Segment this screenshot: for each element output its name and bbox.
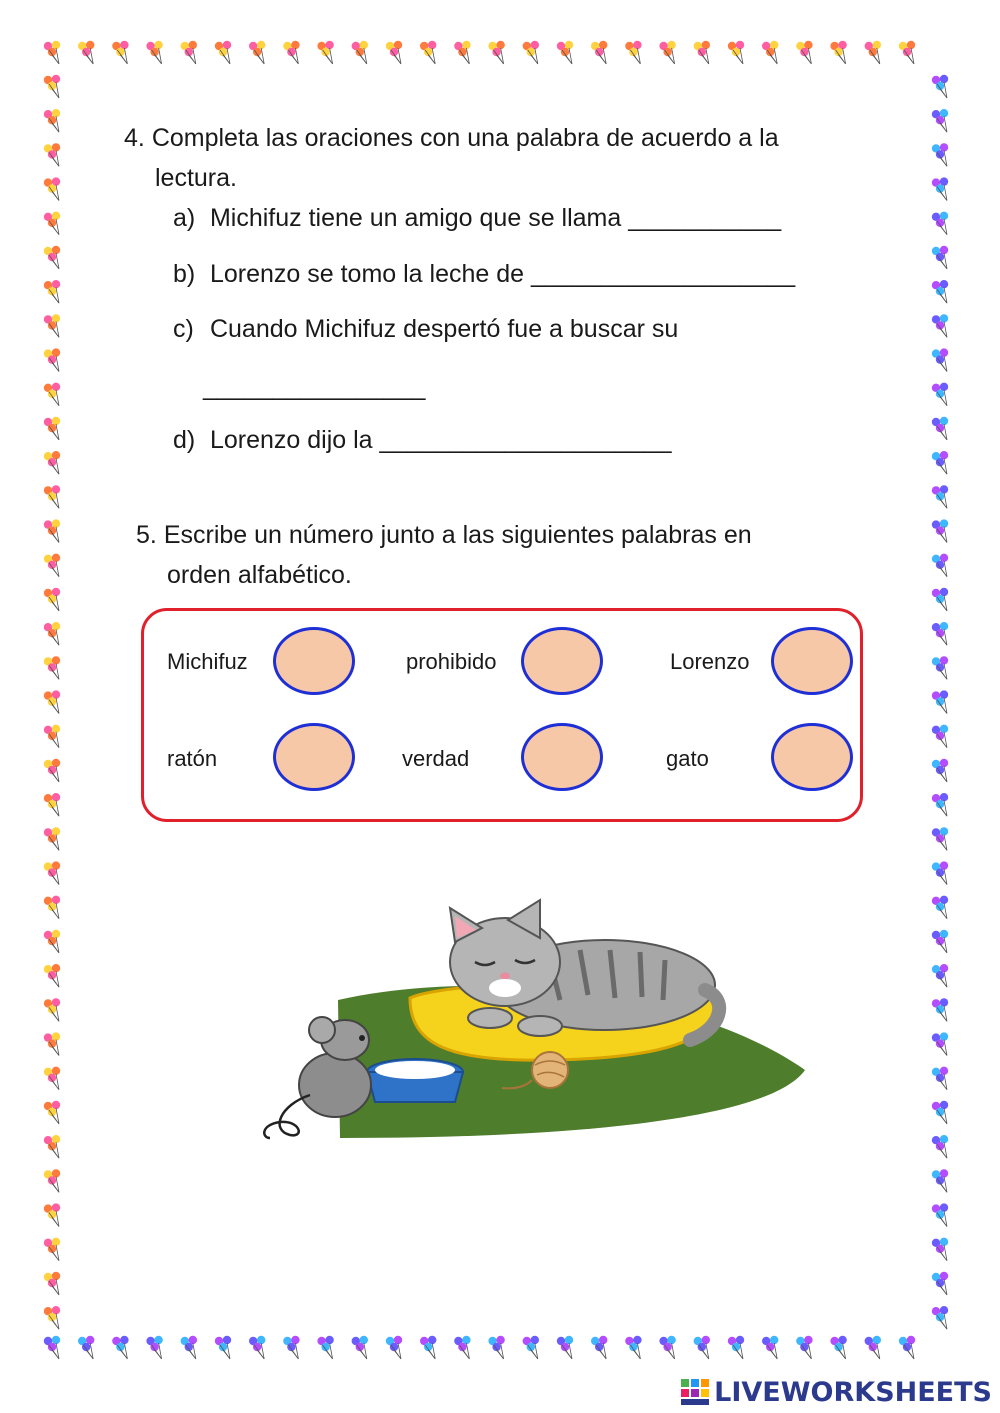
balloon-icon	[44, 1135, 60, 1158]
answer-oval-prohibido[interactable]	[521, 627, 603, 695]
balloon-icon	[932, 451, 948, 474]
cat-paw-2	[518, 1016, 562, 1036]
question-4-text-line1: Completa las oraciones con una palabra de acuerdo a la	[151, 124, 779, 152]
balloon-icon	[44, 1032, 60, 1055]
balloon-icon	[796, 41, 812, 64]
balloon-icon	[44, 1336, 60, 1359]
balloon-icon	[44, 212, 60, 235]
balloon-icon	[591, 1336, 607, 1359]
word-order-box	[141, 608, 863, 822]
balloon-icon	[44, 314, 60, 337]
balloon-icon	[830, 41, 846, 64]
balloon-icon	[932, 759, 948, 782]
balloon-icon	[44, 690, 60, 713]
balloon-icon	[694, 41, 710, 64]
balloon-icon	[215, 1336, 231, 1359]
word-prohibido: prohibido	[406, 649, 497, 674]
balloon-icon	[932, 1135, 948, 1158]
balloon-icon	[44, 451, 60, 474]
balloon-icon	[44, 1238, 60, 1261]
balloon-icon	[865, 1336, 881, 1359]
balloon-icon	[283, 1336, 299, 1359]
balloon-icon	[44, 1101, 60, 1124]
balloon-icon	[762, 1336, 778, 1359]
balloon-icon	[932, 109, 948, 132]
balloon-icon	[44, 246, 60, 269]
balloon-icon	[694, 1336, 710, 1359]
balloon-icon	[44, 1272, 60, 1295]
cat-nose	[500, 973, 510, 980]
balloon-icon	[44, 348, 60, 371]
balloon-icon	[44, 383, 60, 406]
balloon-icon	[932, 1169, 948, 1192]
balloon-icon	[181, 41, 197, 64]
item-a-letter: a)	[173, 204, 196, 232]
item-c[interactable]	[173, 313, 678, 345]
item-b-text: Lorenzo se tomo la leche de ___________________	[209, 260, 796, 288]
balloon-icon	[78, 1336, 94, 1359]
balloon-icon	[44, 827, 60, 850]
balloon-icon	[932, 348, 948, 371]
balloon-icon	[112, 41, 128, 64]
balloon-icon	[932, 964, 948, 987]
balloon-icon	[932, 383, 948, 406]
balloon-icon	[932, 930, 948, 953]
balloon-icon	[78, 41, 94, 64]
balloon-icon	[317, 41, 333, 64]
balloon-icon	[932, 485, 948, 508]
item-a[interactable]	[173, 202, 781, 234]
balloon-icon	[659, 41, 675, 64]
balloon-icon	[932, 827, 948, 850]
answer-oval-michifuz[interactable]	[273, 627, 355, 695]
question-5-number: 5.	[136, 521, 157, 549]
balloon-icon	[932, 212, 948, 235]
balloon-icon	[591, 41, 607, 64]
balloon-icon	[659, 1336, 675, 1359]
balloon-icon	[932, 417, 948, 440]
balloon-icon	[899, 1336, 915, 1359]
balloon-icon	[386, 41, 402, 64]
item-c-letter: c)	[173, 315, 194, 343]
cat-paw	[468, 1008, 512, 1028]
question-5-title-line2: orden alfabético.	[167, 561, 352, 589]
balloon-icon	[44, 759, 60, 782]
balloon-icon	[932, 280, 948, 303]
balloon-icon	[557, 1336, 573, 1359]
balloon-icon	[932, 1272, 948, 1295]
balloon-icon	[44, 485, 60, 508]
balloon-icon	[865, 41, 881, 64]
mouse-body	[299, 1053, 371, 1117]
word-lorenzo: Lorenzo	[670, 649, 750, 674]
liveworksheets-watermark	[680, 1375, 992, 1409]
balloon-icon	[44, 930, 60, 953]
item-a-text: Michifuz tiene un amigo que se llama ___________	[209, 204, 782, 232]
balloon-icon	[932, 861, 948, 884]
balloon-icon	[44, 896, 60, 919]
balloon-icon	[44, 1306, 60, 1329]
answer-oval-gato[interactable]	[771, 723, 853, 791]
balloon-icon	[420, 41, 436, 64]
balloon-icon	[932, 75, 948, 98]
balloon-icon	[44, 656, 60, 679]
balloon-icon	[557, 41, 573, 64]
balloon-icon	[830, 1336, 846, 1359]
word-verdad: verdad	[402, 746, 470, 771]
milk	[375, 1061, 455, 1079]
item-b-letter: b)	[173, 260, 196, 288]
item-d[interactable]	[173, 424, 672, 456]
item-b[interactable]	[173, 258, 795, 290]
word-michifuz: Michifuz	[167, 649, 248, 674]
balloon-icon	[932, 622, 948, 645]
yarn-ball	[532, 1052, 568, 1088]
balloon-icon	[44, 143, 60, 166]
balloon-icon	[44, 177, 60, 200]
balloon-icon	[932, 554, 948, 577]
balloon-icon	[932, 314, 948, 337]
balloon-icon	[523, 1336, 539, 1359]
balloon-icon	[44, 964, 60, 987]
question-5-text-line1: Escribe un número junto a las siguientes palabras en	[163, 521, 752, 549]
balloon-icon	[932, 1238, 948, 1261]
answer-oval-lorenzo[interactable]	[771, 627, 853, 695]
balloon-icon	[932, 1203, 948, 1226]
item-d-letter: d)	[173, 426, 196, 454]
balloon-icon	[932, 998, 948, 1021]
balloon-icon	[44, 622, 60, 645]
mouse-eye	[359, 1035, 365, 1041]
balloon-icon	[44, 554, 60, 577]
word-raton: ratón	[167, 746, 218, 771]
balloon-icon	[728, 41, 744, 64]
balloon-icon	[44, 998, 60, 1021]
balloon-icon	[932, 1032, 948, 1055]
balloon-icon	[454, 1336, 470, 1359]
question-4-title-line2: lectura.	[155, 164, 237, 192]
balloon-icon	[932, 725, 948, 748]
balloon-icon	[488, 1336, 504, 1359]
balloon-icon	[932, 793, 948, 816]
item-d-text: Lorenzo dijo la _____________________	[209, 426, 672, 454]
balloon-icon	[112, 1336, 128, 1359]
balloon-icon	[796, 1336, 812, 1359]
balloon-icon	[283, 41, 299, 64]
balloon-icon	[386, 1336, 402, 1359]
balloon-icon	[420, 1336, 436, 1359]
balloon-icon	[932, 143, 948, 166]
balloon-icon	[146, 41, 162, 64]
balloon-icon	[44, 519, 60, 542]
balloon-icon	[932, 656, 948, 679]
balloon-icon	[44, 280, 60, 303]
balloon-icon	[625, 41, 641, 64]
balloon-icon	[44, 793, 60, 816]
balloon-icon	[932, 177, 948, 200]
balloon-icon	[899, 41, 915, 64]
question-4-number: 4.	[124, 124, 145, 152]
balloon-icon	[352, 1336, 368, 1359]
balloon-icon	[249, 41, 265, 64]
balloon-icon	[317, 1336, 333, 1359]
balloon-icon	[249, 1336, 265, 1359]
balloon-icon	[625, 1336, 641, 1359]
balloon-icon	[44, 588, 60, 611]
balloon-icon	[44, 861, 60, 884]
balloon-icon	[44, 75, 60, 98]
balloon-icon	[932, 1067, 948, 1090]
cat-and-mouse-illustration	[250, 880, 820, 1150]
balloon-icon	[454, 41, 470, 64]
balloon-icon	[932, 1306, 948, 1329]
balloon-icon	[44, 109, 60, 132]
question-5-title	[136, 515, 856, 555]
item-c-blank[interactable]: ________________	[203, 373, 426, 401]
balloon-icon	[44, 41, 60, 64]
answer-oval-raton[interactable]	[273, 723, 355, 791]
balloon-icon	[932, 1101, 948, 1124]
balloon-icon	[523, 41, 539, 64]
liveworksheets-logo-icon	[680, 1378, 710, 1406]
balloon-icon	[932, 519, 948, 542]
balloon-icon	[932, 588, 948, 611]
balloon-icon	[44, 1067, 60, 1090]
cat-muzzle	[489, 979, 521, 997]
balloon-icon	[488, 41, 504, 64]
balloon-icon	[146, 1336, 162, 1359]
liveworksheets-text: LIVEWORKSHEETS	[714, 1376, 992, 1408]
balloon-icon	[181, 1336, 197, 1359]
balloon-icon	[728, 1336, 744, 1359]
word-gato: gato	[666, 746, 709, 771]
balloon-icon	[932, 690, 948, 713]
balloon-icon	[44, 417, 60, 440]
balloon-icon	[215, 41, 231, 64]
mouse-ear	[309, 1017, 335, 1043]
item-c-text: Cuando Michifuz despertó fue a buscar su	[209, 315, 679, 343]
question-4-title	[124, 118, 864, 158]
balloon-icon	[762, 41, 778, 64]
balloon-icon	[44, 1203, 60, 1226]
balloon-icon	[44, 725, 60, 748]
balloon-icon	[352, 41, 368, 64]
balloon-icon	[44, 1169, 60, 1192]
balloon-icon	[932, 246, 948, 269]
balloon-icon	[932, 896, 948, 919]
answer-oval-verdad[interactable]	[521, 723, 603, 791]
